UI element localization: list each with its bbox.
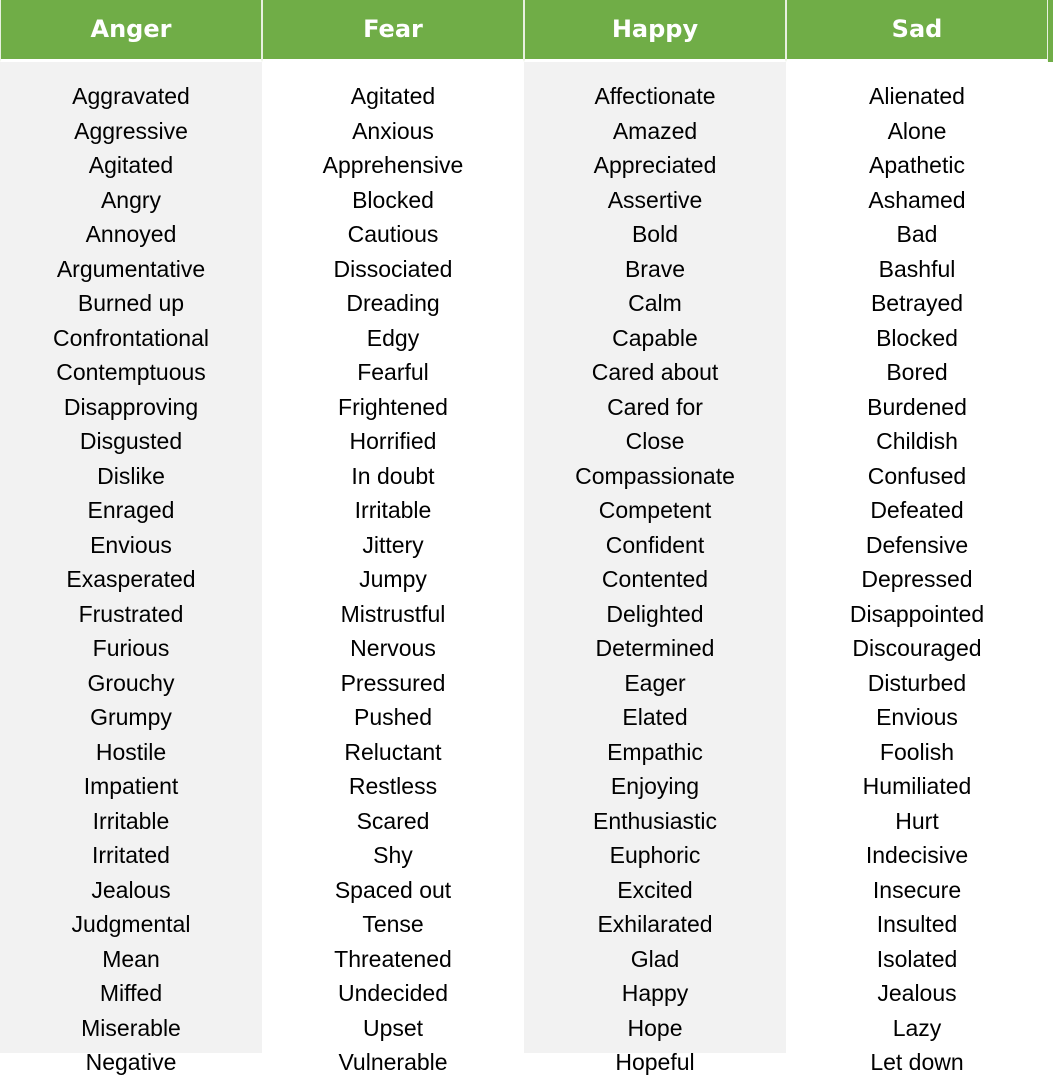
word-sad: Let down — [870, 1049, 964, 1075]
word-anger: Contemptuous — [56, 359, 206, 385]
word-sad: Childish — [876, 428, 958, 454]
word-happy: Hope — [627, 1014, 683, 1041]
word-fear: Vulnerable — [338, 1049, 448, 1075]
word-happy: Confident — [605, 531, 705, 558]
header-fear-label: Fear — [363, 14, 423, 43]
word-happy: Capable — [612, 324, 698, 351]
word-sad: Apathetic — [869, 152, 965, 178]
word-anger: Argumentative — [56, 255, 206, 282]
word-sad: Foolish — [879, 738, 955, 765]
body-edge — [1048, 62, 1053, 1053]
word-sad: Insulted — [876, 911, 958, 937]
word-sad: Alone — [887, 117, 947, 144]
word-sad: Insecure — [872, 876, 962, 903]
word-happy: Exhilarated — [597, 911, 713, 937]
word-anger: Exasperated — [66, 566, 196, 592]
word-fear: Jittery — [362, 531, 424, 558]
word-happy: Amazed — [612, 117, 698, 144]
word-happy: Competent — [598, 497, 712, 523]
word-fear: Dissociated — [333, 255, 453, 282]
word-happy: Brave — [624, 255, 686, 282]
word-anger: Irritable — [92, 807, 170, 834]
word-anger: Aggressive — [74, 117, 188, 144]
word-fear: Upset — [362, 1014, 424, 1041]
word-anger: Furious — [92, 635, 170, 661]
word-happy: Appreciated — [593, 152, 717, 178]
word-fear: Spaced out — [334, 876, 452, 903]
word-anger: Grumpy — [90, 704, 172, 730]
column-sad — [786, 62, 1048, 1075]
header-anger — [0, 0, 262, 62]
word-anger: Jealous — [91, 876, 171, 903]
word-sad: Indecisive — [865, 842, 969, 868]
column-happy — [524, 62, 786, 1075]
word-anger: Miffed — [99, 980, 163, 1006]
word-happy: Close — [625, 428, 685, 454]
word-sad: Discouraged — [852, 635, 982, 661]
word-anger: Aggravated — [72, 83, 190, 109]
word-sad: Lazy — [892, 1014, 942, 1041]
word-happy: Affectionate — [594, 83, 716, 109]
word-sad: Confused — [867, 462, 967, 489]
word-happy: Eager — [624, 669, 686, 696]
word-happy: Calm — [628, 290, 682, 316]
word-sad: Disappointed — [849, 600, 985, 627]
word-happy: Excited — [617, 876, 693, 903]
word-fear: Anxious — [352, 117, 434, 144]
header-happy — [524, 0, 786, 62]
column-fear — [262, 62, 524, 1075]
word-sad: Isolated — [876, 945, 958, 972]
word-fear: Pushed — [353, 704, 432, 730]
word-happy: Cared for — [607, 393, 703, 420]
word-fear: In doubt — [351, 462, 435, 489]
word-happy: Enjoying — [610, 773, 700, 799]
word-fear: Tense — [362, 911, 424, 937]
word-fear: Dreading — [346, 290, 440, 316]
word-happy: Happy — [621, 980, 689, 1006]
word-sad: Blocked — [876, 324, 958, 351]
word-sad: Ashamed — [868, 186, 966, 213]
word-anger: Agitated — [88, 152, 174, 178]
word-anger: Annoyed — [85, 221, 177, 247]
word-anger: Envious — [90, 531, 172, 558]
word-fear: Cautious — [347, 221, 439, 247]
word-fear: Horrified — [349, 428, 437, 454]
word-happy: Determined — [595, 635, 715, 661]
word-fear: Fearful — [357, 359, 429, 385]
word-sad: Bored — [886, 359, 948, 385]
word-fear: Irritable — [354, 497, 432, 523]
word-anger: Disapproving — [63, 393, 199, 420]
word-sad: Humiliated — [862, 773, 972, 799]
word-anger: Impatient — [83, 773, 179, 799]
word-anger: Negative — [85, 1049, 177, 1075]
word-anger: Dislike — [97, 462, 165, 489]
word-fear: Restless — [348, 773, 438, 799]
word-anger: Mean — [102, 945, 160, 972]
word-sad: Hurt — [895, 807, 939, 834]
word-fear: Nervous — [350, 635, 436, 661]
word-fear: Jumpy — [359, 566, 427, 592]
word-happy: Contented — [601, 566, 709, 592]
word-happy: Delighted — [606, 600, 704, 627]
header-edge — [1048, 0, 1053, 62]
word-fear: Edgy — [366, 324, 420, 351]
word-happy: Cared about — [591, 359, 719, 385]
word-fear: Undecided — [338, 980, 448, 1006]
word-happy: Elated — [622, 704, 688, 730]
word-happy: Euphoric — [609, 842, 701, 868]
header-fear — [262, 0, 524, 62]
word-sad: Betrayed — [870, 290, 964, 316]
word-sad: Bad — [896, 221, 938, 247]
word-anger: Disgusted — [79, 428, 183, 454]
word-fear: Shy — [373, 842, 413, 868]
word-sad: Bashful — [878, 255, 956, 282]
word-sad: Defeated — [870, 497, 964, 523]
word-anger: Hostile — [95, 738, 167, 765]
word-happy: Bold — [631, 221, 679, 247]
word-happy: Hopeful — [615, 1049, 695, 1075]
word-happy: Empathic — [607, 738, 703, 765]
word-anger: Miserable — [81, 1014, 181, 1041]
word-anger: Frustrated — [78, 600, 184, 627]
word-anger: Angry — [100, 186, 162, 213]
word-sad: Defensive — [865, 531, 969, 558]
word-fear: Frightened — [338, 393, 448, 420]
word-anger: Burned up — [77, 290, 185, 316]
word-fear: Scared — [356, 807, 430, 834]
word-sad: Disturbed — [867, 669, 967, 696]
word-fear: Pressured — [340, 669, 446, 696]
word-fear: Apprehensive — [322, 152, 464, 178]
column-anger — [0, 62, 262, 1075]
word-happy: Glad — [630, 945, 680, 972]
word-sad: Jealous — [877, 980, 957, 1006]
header-sad — [786, 0, 1048, 62]
word-sad: Alienated — [869, 83, 965, 109]
word-sad: Depressed — [861, 566, 973, 592]
header-sad-label: Sad — [891, 14, 943, 43]
word-fear: Mistrustful — [340, 600, 446, 627]
word-sad: Burdened — [867, 393, 967, 420]
word-fear: Blocked — [352, 186, 434, 213]
word-happy: Compassionate — [575, 462, 735, 489]
header-anger-label: Anger — [90, 14, 172, 43]
header-happy-label: Happy — [611, 14, 699, 43]
word-anger: Enraged — [87, 497, 175, 523]
word-fear: Agitated — [350, 83, 436, 109]
word-happy: Assertive — [607, 186, 703, 213]
word-fear: Threatened — [334, 945, 452, 972]
word-anger: Grouchy — [87, 669, 175, 696]
word-anger: Irritated — [92, 842, 170, 868]
word-anger: Judgmental — [71, 911, 191, 937]
word-happy: Enthusiastic — [592, 807, 717, 834]
word-sad: Envious — [876, 704, 958, 730]
word-anger: Confrontational — [53, 324, 209, 351]
word-fear: Reluctant — [344, 738, 442, 765]
